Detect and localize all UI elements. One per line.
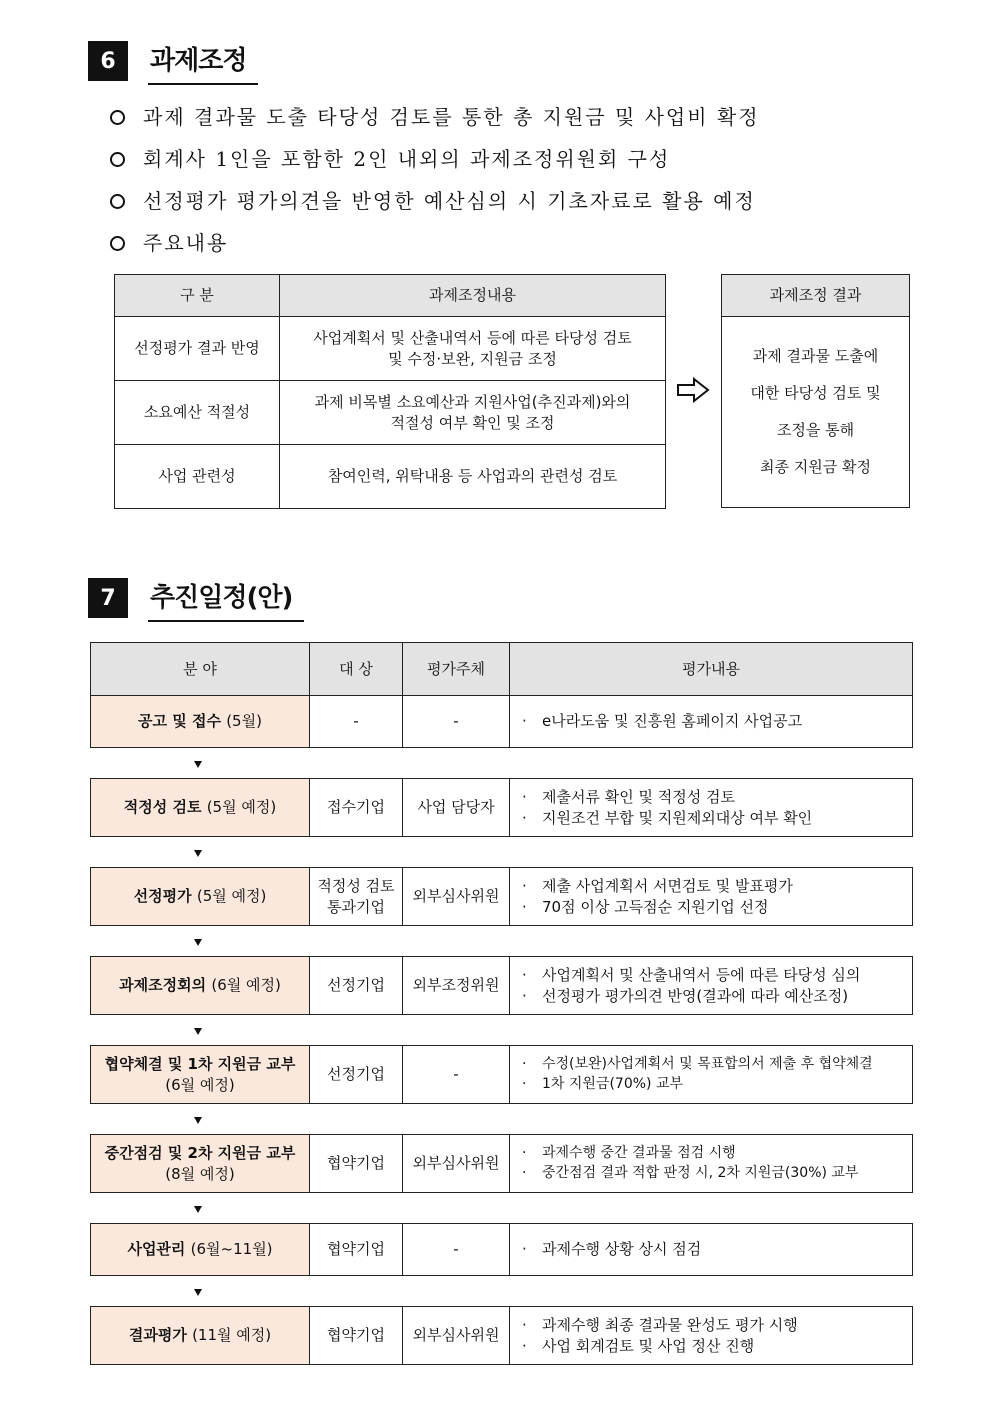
bullet-item: 과제 결과물 도출 타당성 검토를 통한 총 지원금 및 사업비 확정 [110,96,760,138]
adjustment-header-category: 구 분 [115,275,280,317]
section7-heading [88,578,304,618]
schedule-evaluator: 외부심사위원 [403,1307,510,1365]
circle-bullet-icon [110,152,125,167]
adjustment-content: 과제 비목별 소요예산과 지원사업(추진과제)와의 적절성 여부 확인 및 조정 [280,381,666,445]
schedule-target: - [310,696,403,748]
table-row [115,445,666,509]
schedule-header-evaluator: 평가주체 [403,643,510,696]
schedule-category: 선정평가 (5월 예정) [91,868,310,926]
adjustment-result-text: 과제 결과물 도출에 대한 타당성 검토 및 조정을 통해 최종 지원금 확정 [722,317,910,508]
schedule-details: · 수정(보완)사업계획서 및 목표합의서 제출 후 협약체결 · 1차 지원금(70%) 교부 [510,1046,913,1104]
down-triangle-icon [194,1206,202,1213]
schedule-evaluator: 외부조정위원 [403,957,510,1015]
schedule-evaluator: - [403,1224,510,1276]
table-row [91,696,913,748]
schedule-category: 과제조정회의 (6월 예정) [91,957,310,1015]
adjustment-category: 선정평가 결과 반영 [115,317,280,381]
schedule-header-category: 분 야 [91,643,310,696]
schedule-details: · 과제수행 상황 상시 점검 [510,1224,913,1276]
circle-bullet-icon [110,236,125,251]
adjustment-category: 소요예산 적절성 [115,381,280,445]
down-triangle-icon [194,761,202,768]
adjustment-table [114,274,666,509]
section6-bullets [110,96,760,264]
down-triangle-icon [194,1028,202,1035]
circle-bullet-icon [110,194,125,209]
schedule-details: · 과제수행 중간 결과물 점검 시행 · 중간점검 결과 적합 판정 시, 2차 지원금(30%) 교부 [510,1135,913,1193]
schedule-category: 적정성 검토 (5월 예정) [91,779,310,837]
schedule-evaluator: - [403,1046,510,1104]
bullet-item: 주요내용 [110,222,760,264]
down-triangle-icon [194,1117,202,1124]
table-row [91,868,913,926]
schedule-details: · e나라도움 및 진흥원 홈페이지 사업공고 [510,696,913,748]
section6-number: 6 [88,41,128,81]
section7-title: 추진일정(안) [148,578,304,622]
bullet-item: 선정평가 평가의견을 반영한 예산심의 시 기초자료로 활용 예정 [110,180,760,222]
schedule-details: · 과제수행 최종 결과물 완성도 평가 시행 · 사업 회계검토 및 사업 정산 진행 [510,1307,913,1365]
schedule-details: · 사업계획서 및 산출내역서 등에 따른 타당성 심의 · 선정평가 평가의견 반영(결과에 따라 예산조정) [510,957,913,1015]
table-row [91,779,913,837]
schedule-evaluator: 외부심사위원 [403,868,510,926]
circle-bullet-icon [110,110,125,125]
table-row [91,957,913,1015]
schedule-category: 중간점검 및 2차 지원금 교부 (8월 예정) [91,1135,310,1193]
schedule-target: 협약기업 [310,1307,403,1365]
adjustment-content: 참여인력, 위탁내용 등 사업과의 관련성 검토 [280,445,666,509]
section6-heading [88,41,258,81]
schedule-target: 협약기업 [310,1135,403,1193]
schedule-header-target: 대 상 [310,643,403,696]
schedule-target: 접수기업 [310,779,403,837]
table-row [91,1135,913,1193]
table-row [115,317,666,381]
adjustment-result-box [721,274,910,508]
schedule-target: 선정기업 [310,957,403,1015]
schedule-header-details: 평가내용 [510,643,913,696]
schedule-details: · 제출 사업계획서 서면검토 및 발표평가 · 70점 이상 고득점순 지원기업 선정 [510,868,913,926]
section7-number: 7 [88,578,128,618]
table-row [91,1307,913,1365]
schedule-category: 협약체결 및 1차 지원금 교부 (6월 예정) [91,1046,310,1104]
schedule-evaluator: 사업 담당자 [403,779,510,837]
right-arrow-icon [676,377,710,403]
schedule-details: · 제출서류 확인 및 적정성 검토 · 지원조건 부합 및 지원제외대상 여부 확인 [510,779,913,837]
schedule-category: 사업관리 (6월~11월) [91,1224,310,1276]
adjustment-category: 사업 관련성 [115,445,280,509]
section6-title: 과제조정 [148,41,258,85]
schedule-evaluator: - [403,696,510,748]
schedule-category: 공고 및 접수 (5월) [91,696,310,748]
down-triangle-icon [194,939,202,946]
schedule-target: 협약기업 [310,1224,403,1276]
adjustment-content: 사업계획서 및 산출내역서 등에 따른 타당성 검토 및 수정·보완, 지원금 조정 [280,317,666,381]
adjustment-result-header: 과제조정 결과 [722,275,910,317]
down-triangle-icon [194,850,202,857]
table-row [91,1046,913,1104]
schedule-table [90,642,913,1365]
schedule-target: 적정성 검토 통과기업 [310,868,403,926]
schedule-category: 결과평가 (11월 예정) [91,1307,310,1365]
table-row [115,381,666,445]
table-row [91,1224,913,1276]
adjustment-header-content: 과제조정내용 [280,275,666,317]
down-triangle-icon [194,1289,202,1296]
schedule-target: 선정기업 [310,1046,403,1104]
schedule-evaluator: 외부심사위원 [403,1135,510,1193]
bullet-item: 회계사 1인을 포함한 2인 내외의 과제조정위원회 구성 [110,138,760,180]
